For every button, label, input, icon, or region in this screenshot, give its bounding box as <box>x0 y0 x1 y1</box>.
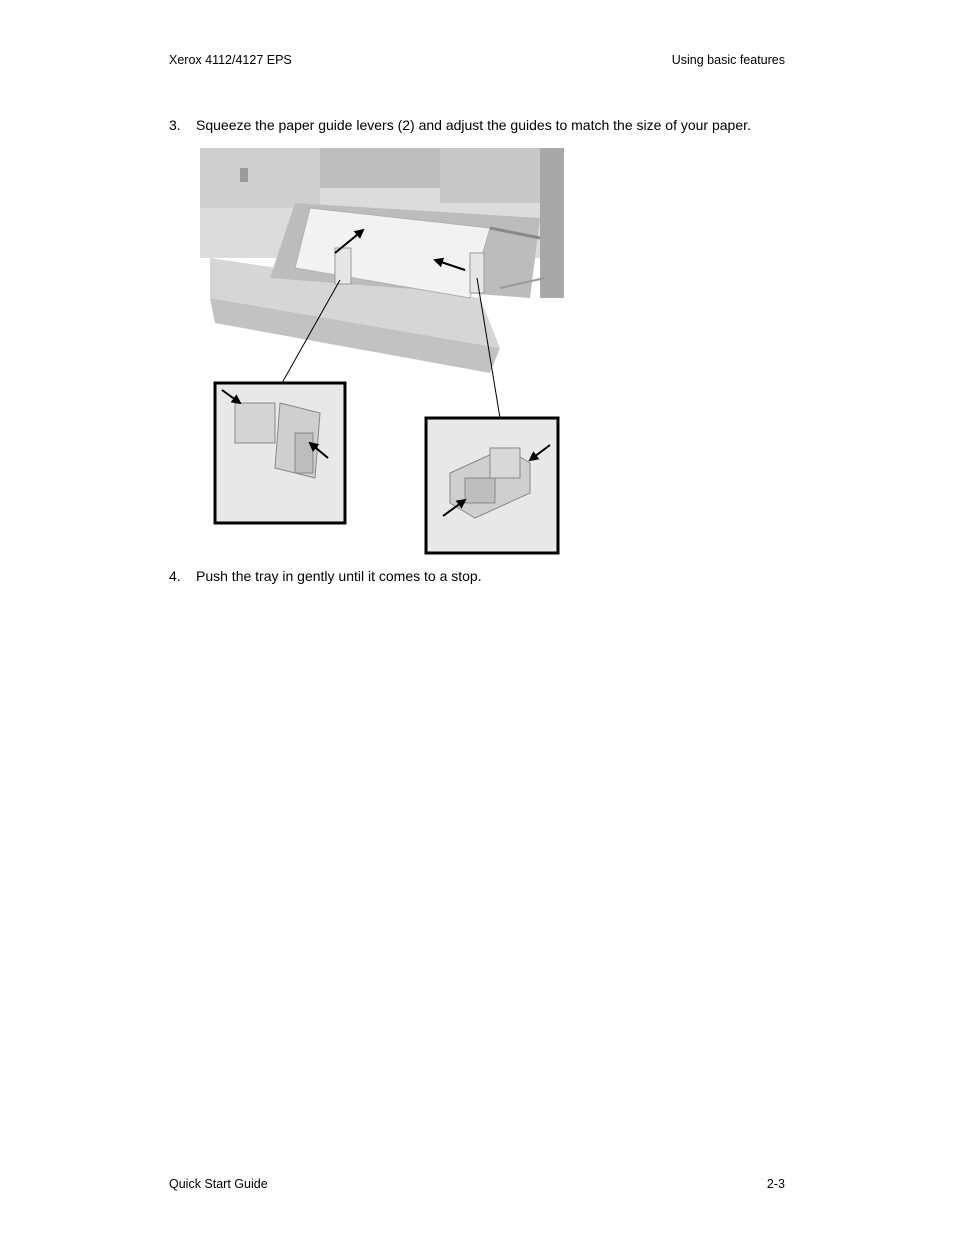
header-document-title: Xerox 4112/4127 EPS <box>169 53 292 67</box>
step-text: Push the tray in gently until it comes to a stop. <box>196 568 482 584</box>
paper-tray-photo <box>200 148 564 558</box>
step-3 <box>169 117 751 133</box>
inset-left-lever <box>215 383 345 523</box>
page-number: 2-3 <box>766 1177 785 1191</box>
step-number: 4. <box>169 568 181 584</box>
header-section-title: Using basic features <box>671 53 785 67</box>
step-text: Squeeze the paper guide levers (2) and adjust the guides to match the size of your paper. <box>196 117 751 133</box>
inset-right-lever <box>426 418 558 553</box>
footer-guide-title: Quick Start Guide <box>169 1177 268 1191</box>
step-number: 3. <box>169 117 181 133</box>
step-4 <box>169 568 482 584</box>
